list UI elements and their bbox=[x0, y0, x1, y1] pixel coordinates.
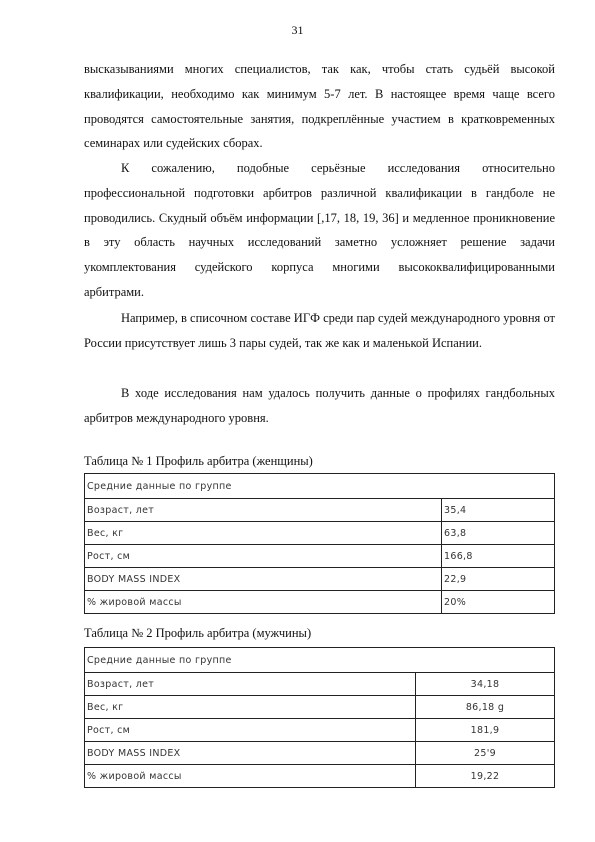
table-row bbox=[85, 719, 555, 742]
table-row bbox=[85, 696, 555, 719]
table-cell-value: 35,4 bbox=[442, 499, 555, 522]
table-cell-value: 86,18 g bbox=[416, 696, 555, 719]
paragraph-3: Например, в списочном составе ИГФ среди пар судей международного уровня от России присутствует лишь 3 пары судей, так же как и маленькой Испании. bbox=[84, 311, 555, 350]
table-cell-label: Вес, кг bbox=[85, 696, 416, 719]
table-cell-value: 63,8 bbox=[442, 522, 555, 545]
table-cell-label: Возраст, лет bbox=[85, 499, 442, 522]
table-row bbox=[85, 673, 555, 696]
table-cell-label: BODY MASS INDEX bbox=[85, 742, 416, 765]
page-number: 31 bbox=[291, 23, 304, 37]
table-cell-value: 166,8 bbox=[442, 545, 555, 568]
table-row bbox=[85, 545, 555, 568]
table-1-caption: Таблица № 1 Профиль арбитра (женщины) bbox=[84, 454, 313, 468]
table-row bbox=[85, 499, 555, 522]
table-row bbox=[85, 591, 555, 614]
paragraph-2: К сожалению, подобные серьёзные исследования относительно профессиональной подготовки арбитров различной квалификации в гандболе не проводились. Скудный объём информации [,17, 18, 19, 36] и медленное проникновение в эту область научных исследований заметно усложняет решение задачи укомплектования судейского корпуса многими высококвалифицированными арбитрами. bbox=[84, 161, 555, 299]
table-cell-label: Вес, кг bbox=[85, 522, 442, 545]
table-header-cell: Средние данные по группе bbox=[85, 474, 555, 499]
paragraph-1: высказываниями многих специалистов, так как, чтобы стать судьёй высокой квалификации, необходимо как минимум 5-7 лет. В настоящее время чаще всего проводятся самостоятельные занятия, подкреплённые участием в кратковременных семинарах или судейских сборах. bbox=[84, 62, 555, 151]
table-cell-value: 34,18 bbox=[416, 673, 555, 696]
table-cell-value: 25'9 bbox=[416, 742, 555, 765]
table-cell-label: % жировой массы bbox=[85, 765, 416, 788]
table-cell-label: % жировой массы bbox=[85, 591, 442, 614]
table-row bbox=[85, 568, 555, 591]
table-2-caption: Таблица № 2 Профиль арбитра (мужчины) bbox=[84, 626, 312, 640]
table-row bbox=[85, 474, 555, 499]
table-cell-label: Рост, см bbox=[85, 545, 442, 568]
table-cell-value: 19,22 bbox=[416, 765, 555, 788]
table-cell-value: 181,9 bbox=[416, 719, 555, 742]
table-cell-label: Возраст, лет bbox=[85, 673, 416, 696]
table-cell-label: BODY MASS INDEX bbox=[85, 568, 442, 591]
table-row bbox=[85, 742, 555, 765]
table-header-cell: Средние данные по группе bbox=[85, 648, 555, 673]
table-row bbox=[85, 522, 555, 545]
table-cell-value: 20% bbox=[442, 591, 555, 614]
table-row bbox=[85, 765, 555, 788]
table-cell-value: 22,9 bbox=[442, 568, 555, 591]
table-2 bbox=[84, 647, 555, 788]
table-1 bbox=[84, 473, 555, 614]
table-row bbox=[85, 648, 555, 673]
paragraph-4: В ходе исследования нам удалось получить данные о профилях гандбольных арбитров международного уровня. bbox=[84, 386, 555, 425]
table-cell-label: Рост, см bbox=[85, 719, 416, 742]
